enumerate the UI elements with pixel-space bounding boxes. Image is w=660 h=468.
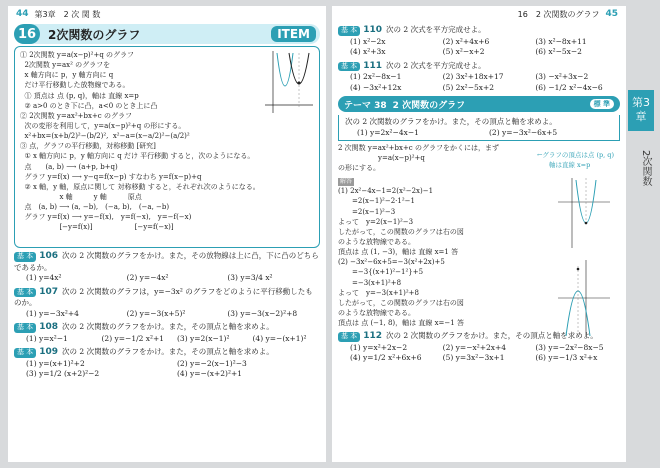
left-header bbox=[8, 6, 326, 22]
problem-item: (1) y=x²+2x−2 bbox=[350, 342, 408, 352]
problem-number: 106 bbox=[39, 251, 59, 261]
problem-item: (5) 2x²−5x+2 bbox=[442, 82, 495, 92]
problem-number: 107 bbox=[39, 286, 59, 297]
problem-tag: 基 本 bbox=[338, 332, 360, 342]
solution-line: =2(x−1)²−2·1²−1 bbox=[338, 197, 415, 206]
box-line: 点 (a, b) ⟶ (a, −b), (−a, b), (−a, −b) bbox=[20, 203, 170, 212]
problem-item: (4) y=1/2 x²+6x+6 bbox=[350, 353, 422, 363]
theme-question bbox=[338, 115, 620, 141]
problem-text: 次の 2 次関数のグラフをかけ。また，その頂点と軸を求めよ。 bbox=[386, 331, 598, 341]
problem-text: 次の 2 次式を平方完成せよ。 bbox=[386, 60, 486, 70]
problem-item: (4) y=−(x+1)² bbox=[252, 333, 307, 343]
problem-item: (2) y=−x²+2x+4 bbox=[442, 342, 507, 352]
problem-item: (2) x²+4x+6 bbox=[442, 36, 490, 46]
guide-line: の形にする。 bbox=[338, 164, 380, 173]
problem-text: 次の 2 次関数のグラフをかけ。また，その頂点と軸を求めよ。 bbox=[62, 322, 274, 332]
problem-text: 次の 2 次関数のグラフをかけ。また，その頂点と軸を求めよ。 bbox=[62, 347, 274, 357]
box-line: だけ平行移動した放物線である。 bbox=[20, 81, 130, 90]
side-tab-label: 第3章 bbox=[632, 96, 650, 124]
problem-tag: 基 本 bbox=[14, 323, 36, 333]
box-line: x 軸方向に p，y 軸方向に q bbox=[20, 71, 114, 80]
box-line: 点 (a, b) ⟶ (a+p, b+q) bbox=[20, 162, 118, 171]
theme-item: (1) y=2x²−4x−1 bbox=[357, 127, 419, 137]
problem-tag: 基 本 bbox=[338, 26, 360, 36]
side-tab-sub: 2次関数 bbox=[640, 150, 651, 187]
box-line: ② a>0 のとき下に凸，a<0 のとき上に凸 bbox=[20, 101, 158, 110]
problem-item: (2) 3x²+18x+17 bbox=[442, 72, 504, 82]
solution-line: (2) −3x²−6x+5=−3(x²+2x)+5 bbox=[338, 258, 445, 267]
problem-number: 110 bbox=[363, 25, 383, 35]
problem-text: 次の 2 次関数のグラフは，y=−3x² のグラフをどのように平行移動したものか。 bbox=[14, 286, 313, 308]
problem-item: (2) y=−1/2 x²+1 bbox=[101, 333, 165, 343]
theme-text: 次の 2 次関数のグラフをかけ。また，その頂点と軸を求めよ。 bbox=[345, 117, 557, 127]
problem-item: (1) y=4x² bbox=[26, 273, 62, 283]
problem-item: (6) −1/2 x²−4x−6 bbox=[535, 82, 603, 92]
guide bbox=[338, 143, 620, 173]
problem-item: (4) y=−(x+2)²+1 bbox=[177, 369, 243, 379]
box-line: グラフ y=f(x) ⟶ y=−f(x), y=f(−x), y=−f(−x) bbox=[20, 213, 192, 222]
theme-label: テーマ 38 bbox=[344, 100, 387, 111]
problem-item: (3) y=−2x²−8x−5 bbox=[535, 342, 604, 352]
problem-tag: 基 本 bbox=[338, 62, 360, 72]
box-line: ① x 軸方向に p，y 軸方向に q だけ 平行移動 すると，次のようになる。 bbox=[20, 152, 255, 161]
problem-item: (2) y=−2(x−1)²−3 bbox=[177, 358, 247, 368]
chapter-side-tab bbox=[628, 90, 654, 131]
theme-title: 2 次関数のグラフ bbox=[392, 100, 466, 111]
solution-line: =2(x−1)²−3 bbox=[338, 207, 396, 216]
box-line: 次の変形を利用して，y=a(x−p)²+q の形にする。 bbox=[20, 121, 186, 130]
right-chapter-title: 16 2 次関数のグラフ bbox=[517, 9, 600, 19]
problem-111 bbox=[338, 60, 620, 94]
problem-item: (1) x²−2x bbox=[350, 36, 386, 46]
problem-item: (1) 2x²−8x−1 bbox=[350, 72, 402, 82]
graph-2 bbox=[556, 258, 612, 338]
section-number: 16 bbox=[14, 24, 40, 44]
solution-line: のような放物線である。 bbox=[338, 308, 415, 317]
solution-line: よって y=2(x−1)²−3 bbox=[338, 217, 414, 226]
box-line: x²+bx=(x+b/2)²−(b/2)², x²−a=(x−a/2)²−(a/2)² bbox=[20, 132, 190, 141]
left-page-number: 44 bbox=[16, 9, 29, 19]
problem-item: (2) y=−4x² bbox=[126, 273, 169, 283]
problem-number: 112 bbox=[363, 331, 383, 342]
solution-line: したがって，この関数のグラフは右の図 bbox=[338, 227, 464, 236]
problem-number: 108 bbox=[39, 322, 59, 333]
problem-108 bbox=[14, 321, 320, 344]
solution bbox=[338, 176, 620, 329]
problem-item: (5) y=3x²−3x+1 bbox=[442, 353, 505, 363]
right-page bbox=[332, 6, 626, 462]
problem-item: (3) y=2(x−1)² bbox=[177, 333, 230, 343]
box-line: ② 2次関数 y=ax²+bx+c のグラフ bbox=[20, 111, 132, 120]
problem-item: (3) x²−8x+11 bbox=[535, 36, 587, 46]
problem-item: (1) y=(x+1)²+2 bbox=[26, 358, 85, 368]
graph-1 bbox=[556, 176, 612, 250]
solution-line: (1) 2x²−4x−1=2(x²−2x)−1 bbox=[338, 187, 434, 196]
item-label: ITEM bbox=[271, 26, 316, 42]
problem-107 bbox=[14, 286, 320, 320]
problem-text: 次の 2 次式を平方完成せよ。 bbox=[386, 25, 486, 34]
box-line: グラフ y=f(x) ⟶ y−q=f(x−p) すなわち y=f(x−p)+q bbox=[20, 172, 202, 181]
problem-item: (6) x²−5x−2 bbox=[535, 47, 582, 57]
problem-item: (3) y=1/2 (x+2)²−2 bbox=[26, 369, 100, 379]
left-chapter-title: 第3章 2 次 関 数 bbox=[34, 9, 101, 19]
left-page bbox=[8, 6, 326, 462]
section-title: 2次関数のグラフ bbox=[48, 27, 141, 42]
box-line: ② x 軸，y 軸，原点に関して 対称移動 すると，それぞれ次のようになる。 bbox=[20, 182, 260, 191]
solution-line: =−3{(x+1)²−1²}+5 bbox=[338, 268, 424, 277]
level-badge: 標 準 bbox=[590, 99, 614, 109]
problem-item: (5) x²−x+2 bbox=[442, 47, 485, 57]
problem-item: (6) y=−1/3 x²+x bbox=[535, 353, 598, 363]
problem-number: 109 bbox=[39, 347, 59, 358]
summary-box bbox=[14, 46, 320, 248]
problem-item: (3) −x²+3x−2 bbox=[535, 72, 589, 82]
problem-tag: 基 本 bbox=[14, 288, 36, 298]
solution-line: 頂点は 点 (−1, 8)，軸は 直線 x=−1 答 bbox=[338, 319, 464, 328]
solution-line: したがって，この関数のグラフは右の図 bbox=[338, 298, 464, 307]
box-line: [−y=f(x)] [−y=f(−x)] bbox=[20, 223, 174, 232]
guide-line: 2 次関数 y=ax²+bx+c のグラフをかくには，まず bbox=[338, 144, 499, 153]
box-line: ③ 点，グラフの平行移動，対称移動 [研究] bbox=[20, 142, 156, 151]
section-bar bbox=[14, 24, 320, 44]
guide-note-line: ←グラフの頂点は点 (p, q) bbox=[536, 151, 614, 160]
solution-line: =−3(x+1)²+8 bbox=[338, 278, 402, 287]
problem-text: 次の 2 次関数のグラフをかけ。また，その放物線は上に凸，下に凸のどちらであるか。 bbox=[14, 251, 319, 272]
box-line: 2次関数 y=ax² のグラフを bbox=[20, 61, 111, 70]
guide-note-line: 軸は直線 x=p bbox=[548, 160, 591, 169]
right-page-number: 45 bbox=[605, 9, 618, 19]
problem-number: 111 bbox=[363, 60, 383, 71]
solution-line: 頂点は 点 (1, −3)，軸は 直線 x=1 答 bbox=[338, 248, 459, 257]
problem-item: (3) y=−3(x−2)²+8 bbox=[227, 308, 298, 318]
box-line: ① 2次関数 y=a(x−p)²+q のグラフ bbox=[20, 51, 135, 59]
problem-106 bbox=[14, 250, 320, 284]
solution-tag: 解答 bbox=[340, 177, 353, 185]
problem-item: (2) y=−3(x+5)² bbox=[126, 308, 186, 318]
problem-109 bbox=[14, 346, 320, 380]
problem-110 bbox=[338, 24, 620, 58]
box-line: ① 頂点は 点 (p, q)，軸は 直線 x=p bbox=[20, 91, 139, 100]
box-line: x 軸 y 軸 原点 bbox=[20, 192, 142, 201]
problem-tag: 基 本 bbox=[14, 348, 36, 358]
problem-tag: 基 本 bbox=[14, 252, 36, 262]
problem-item: (4) −3x²+12x bbox=[350, 82, 402, 92]
problem-item: (3) y=3/4 x² bbox=[227, 273, 273, 283]
solution-line: のような放物線である。 bbox=[338, 238, 415, 246]
right-header bbox=[332, 6, 626, 22]
problem-item: (4) x²+3x bbox=[350, 47, 386, 57]
guide-note bbox=[537, 151, 614, 170]
problem-item: (1) y=x²−1 bbox=[26, 333, 68, 343]
parabola-graph bbox=[263, 49, 315, 115]
theme-item: (2) y=−3x²−6x+5 bbox=[489, 127, 558, 137]
problem-item: (1) y=−3x²+4 bbox=[26, 308, 79, 318]
solution-line: よって y=−3(x+1)²+8 bbox=[338, 288, 419, 297]
guide-line: y=a(x−p)²+q bbox=[378, 154, 425, 163]
theme-bar bbox=[338, 96, 620, 112]
